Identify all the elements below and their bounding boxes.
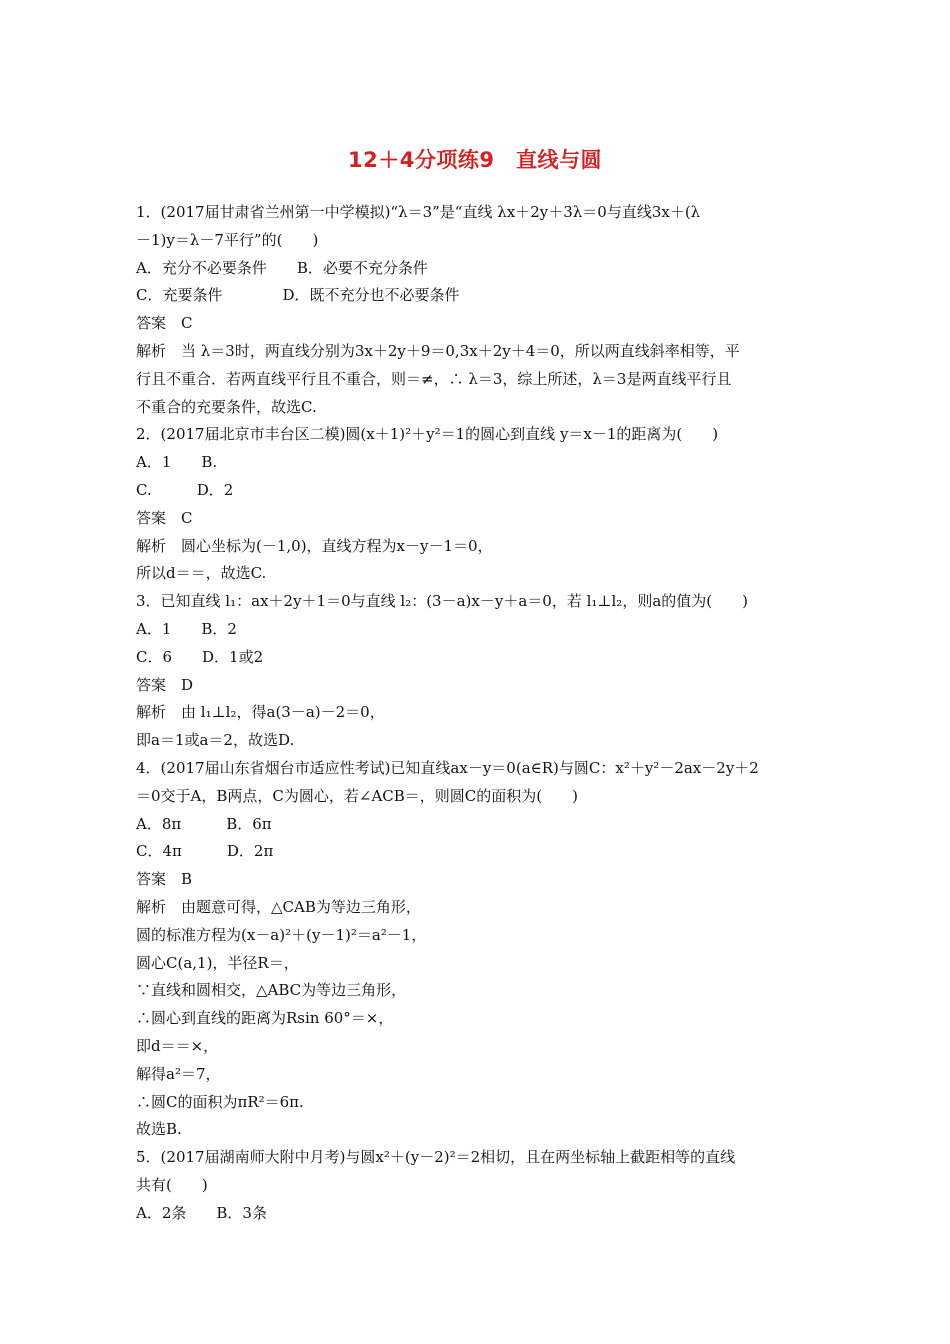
- text-line: 答案 D: [136, 675, 194, 694]
- page-title: 12＋4分项练9 直线与圆: [348, 148, 602, 172]
- text-line: 4．(2017届山东省烟台市适应性考试)已知直线ax－y＝0(a∈R)与圆C：x²＋y²－2ax－2y＋2: [136, 758, 759, 777]
- text-line: 所以d＝＝，故选C.: [136, 564, 267, 583]
- document-body: [136, 199, 816, 1227]
- text-line: 5．(2017届湖南师大附中月考)与圆x²＋(y－2)²＝2相切，且在两坐标轴上截距相等的直线: [136, 1148, 736, 1167]
- text-line: 故选B.: [136, 1120, 182, 1139]
- text-line: A．1 B．2: [136, 619, 237, 638]
- text-line: ∴圆心到直线的距离为Rsin 60°＝×，: [136, 1009, 394, 1028]
- text-line: 共有( ): [136, 1175, 208, 1194]
- text-line: 1．(2017届甘肃省兰州第一中学模拟)“λ＝3”是“直线 λx＋2y＋3λ＝0与直线3x＋(λ: [136, 203, 701, 221]
- text-line: 圆心C(a,1)，半径R＝，: [136, 953, 299, 972]
- text-line: 3．已知直线 l₁：ax＋2y＋1＝0与直线 l₂：(3－a)x－y＋a＝0，若 l₁⊥l₂，则a的值为( ): [136, 592, 748, 611]
- text-line: A．2条 B．3条: [136, 1203, 267, 1222]
- text-line: C. D．2: [136, 480, 234, 499]
- text-line: C．充要条件 D．既不充分也不必要条件: [136, 286, 460, 305]
- text-line: 答案 C: [136, 508, 193, 527]
- text-line: ＝0交于A，B两点，C为圆心，若∠ACB＝，则圆C的面积为( ): [136, 786, 578, 805]
- text-line: ∴圆C的面积为πR²＝6π.: [136, 1092, 304, 1111]
- text-line: 即d＝＝×，: [136, 1036, 219, 1055]
- text-line: 解析 由题意可得，△CAB为等边三角形，: [136, 897, 421, 916]
- text-line: A．8π B．6π: [136, 814, 272, 833]
- text-line: 即a＝1或a＝2，故选D.: [136, 731, 295, 750]
- text-line: 解析 当 λ＝3时，两直线分别为3x＋2y＋9＝0,3x＋2y＋4＝0，所以两直线斜率相等，平: [136, 341, 740, 360]
- text-line: －1)y＝λ－7平行”的( ): [136, 230, 319, 249]
- text-line: 答案 B: [136, 870, 193, 889]
- text-line: 解析 由 l₁⊥l₂，得a(3－a)－2＝0，: [136, 703, 385, 722]
- text-line: C．4π D．2π: [136, 842, 274, 861]
- text-line: 圆的标准方程为(x－a)²＋(y－1)²＝a²－1，: [136, 925, 427, 944]
- text-line: 行且不重合．若两直线平行且不重合，则＝≠，∴ λ＝3，综上所述，λ＝3是两直线平行且: [136, 369, 732, 388]
- text-line: 答案 C: [136, 314, 193, 333]
- text-line: 解析 圆心坐标为(－1,0)，直线方程为x－y－1＝0，: [136, 536, 493, 555]
- text-line: A．1 B.: [136, 453, 218, 472]
- text-line: A．充分不必要条件 B．必要不充分条件: [136, 258, 428, 277]
- text-line: 2．(2017届北京市丰台区二模)圆(x＋1)²＋y²＝1的圆心到直线 y＝x－1的距离为( ): [136, 425, 719, 444]
- text-line: 不重合的充要条件，故选C.: [136, 397, 317, 416]
- text-line: C．6 D．1或2: [136, 647, 264, 666]
- text-line: ∵直线和圆相交，△ABC为等边三角形，: [136, 981, 407, 1000]
- text-line: 解得a²＝7，: [136, 1064, 221, 1083]
